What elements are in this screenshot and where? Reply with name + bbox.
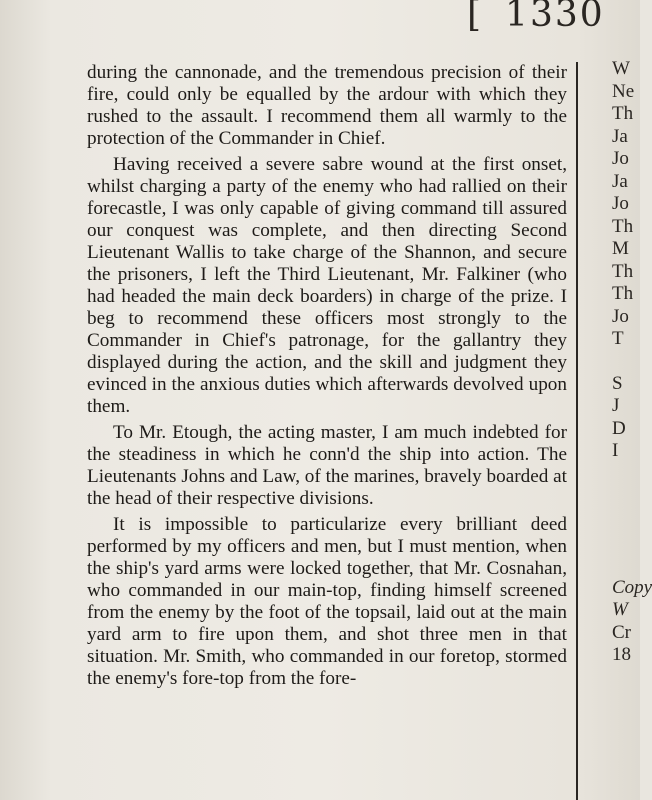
adjacent-spacer xyxy=(612,463,652,577)
article-column xyxy=(87,62,567,694)
adjacent-fragment: Jo xyxy=(612,148,629,169)
column-divider xyxy=(576,62,578,800)
page-number-header xyxy=(467,0,605,35)
article-paragraph: during the cannonade, and the tremendous precision of their fire, could only be equalled by the ardour with which they rushed to the assault. I recommend them all warmly to the protection of the Commander in Chief. xyxy=(87,62,567,149)
page-number: 1330 xyxy=(505,0,605,35)
adjacent-fragment: W xyxy=(612,58,630,79)
adjacent-fragment: W xyxy=(612,599,628,620)
adjacent-fragment: Jo xyxy=(612,305,629,327)
article-paragraph: Having received a severe sabre wound at the first onset, whilst charging a party of the enemy who had rallied on their forecastle, I was only capable of giving command till assured our conquest was complete, and then directing Second Lieutenant Wallis to take charge of the Shannon, and secure the prisoners, I left the Third Lieutenant, Mr. Falkiner (who had headed the main deck boarders) in charge of the prize. I beg to recommend these officers most strongly to the Commander in Chief's patronage, for the gallantry they displayed during the action, and the skill and judgment they evinced in the anxious duties which afterwards devolved upon them. xyxy=(87,154,567,417)
adjacent-fragment: Th xyxy=(612,260,634,282)
adjacent-fragment: Th xyxy=(612,103,634,124)
adjacent-fragment: Copy xyxy=(612,576,652,598)
adjacent-fragment: I xyxy=(612,440,619,461)
adjacent-fragment: Ja xyxy=(612,125,628,147)
article-paragraph: It is impossible to particularize every brilliant deed performed by my officers and men, but I must mention, when the ship's yard arms were locked together, that Mr. Cosnahan, who commanded in our main-top, finding himself screened from the enemy by the foot of the topsail, laid out at the main yard arm to fire upon them, and shot three men in that situation. Mr. Smith, who commanded in our foretop, stormed the enemy's fore-top from the fore- xyxy=(87,514,567,689)
adjacent-fragment: S xyxy=(612,372,623,394)
adjacent-fragment: 18 xyxy=(612,644,631,665)
header-bracket: [ xyxy=(467,0,484,35)
adjacent-fragment: J xyxy=(612,395,620,416)
adjacent-fragment: Ja xyxy=(612,170,628,192)
adjacent-fragment: Cr xyxy=(612,621,631,643)
adjacent-fragment: Th xyxy=(612,215,634,237)
adjacent-fragment: Jo xyxy=(612,193,629,214)
adjacent-column xyxy=(612,58,652,667)
adjacent-fragment: Ne xyxy=(612,80,635,102)
adjacent-fragment: M xyxy=(612,238,629,259)
adjacent-spacer xyxy=(612,351,652,373)
adjacent-fragment: T xyxy=(612,328,624,349)
adjacent-fragment: Th xyxy=(612,283,634,304)
adjacent-fragment: D xyxy=(612,417,626,439)
article-paragraph: To Mr. Etough, the acting master, I am much indebted for the steadiness in which he conn'd the ship into action. The Lieutenants Johns and Law, of the marines, bravely boarded at the head of their respective divisions. xyxy=(87,422,567,509)
